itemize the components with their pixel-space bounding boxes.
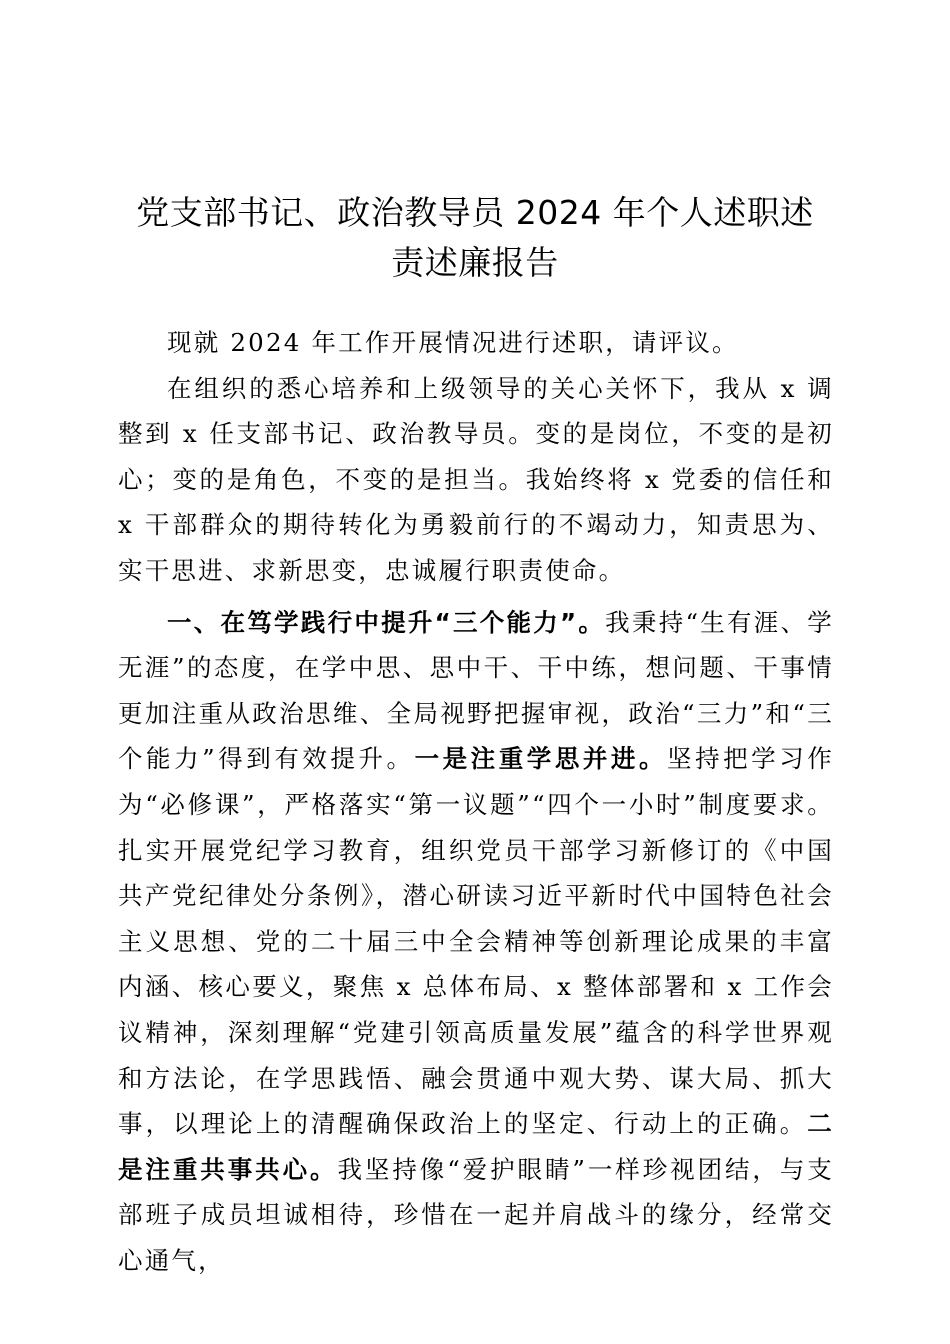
section-1-text: 我秉持“生有涯、学无涯”的态度，在学中思、思中干、干中练，想问题、干事情更加注重从政治思维、全局视野把握审视，政治“三力”和“三个能力”得到有效提升。	[118, 607, 834, 774]
point-2-text: 我坚持像“爱护眼睛”一样珍视团结，与支部班子成员坦诚相待，珍惜在一起并肩战斗的缘分，经常交心通气，	[118, 1154, 834, 1275]
intro-paragraph: 现就 2024 年工作开展情况进行述职，请评议。	[167, 328, 739, 357]
title-line-2: 责述廉报告	[391, 243, 559, 282]
section-1-paragraph	[118, 600, 834, 1284]
point-1-heading: 一是注重学思并进。	[414, 744, 668, 774]
paragraph-1: 在组织的悉心培养和上级领导的关心关怀下，我从 x 调整到 x 任支部书记、政治教导员。变的是岗位，不变的是初心；变的是角色，不变的是担当。我始终将 x 党委的信任和 x 干部群众的期待转化为勇毅前行的不竭动力，知责思为、实干思进、求新思变，忠诚履行职责使命。	[118, 373, 834, 585]
point-2-heading: 二是注重共事共心。	[118, 1109, 834, 1184]
title-line-1: 党支部书记、政治教导员 2024 年个人述职述	[136, 193, 814, 232]
document-title	[80, 188, 870, 288]
section-1-heading: 一、在笃学践行中提升“三个能力”。	[167, 607, 606, 637]
document-body	[118, 320, 834, 1283]
point-1-text: 坚持把学习作为“必修课”，严格落实“第一议题”“四个一小时”制度要求。扎实开展党纪学习教育，组织党员干部学习新修订的《中国共产党纪律处分条例》，潜心研读习近平新时代中国特色社会主义思想、党的二十届三中全会精神等创新理论成果的丰富内涵、核心要义，聚焦 x 总体布局、x 整体部署和 x 工作会议精神，深刻理解“党建引领高质量发展”蕴含的科学世界观和方法论，在学思践悟、融会贯通中观大势、谋大局、抓大事，以理论上的清醒确保政治上的坚定、行动上的正确。	[118, 744, 834, 1139]
